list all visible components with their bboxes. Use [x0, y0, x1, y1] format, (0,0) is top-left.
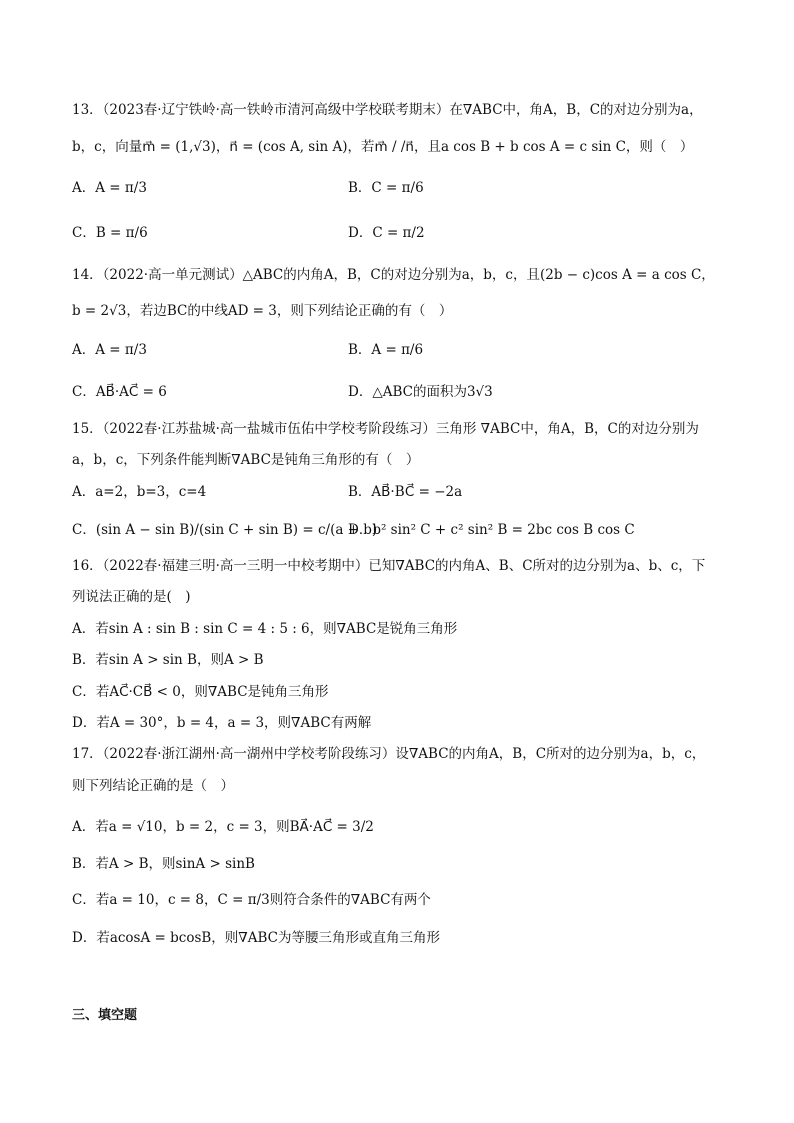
- q13-option-a: A．A = π/3: [72, 180, 147, 196]
- q15-option-d: D．b² sin² C + c² sin² B = 2bc cos B cos C: [348, 522, 635, 538]
- q16-option-c: C．若AC⃗·CB⃗ < 0，则∇ABC是钝角三角形: [72, 684, 329, 700]
- q13-option-d: D．C = π/2: [348, 225, 425, 241]
- q15-line1: 15．（2022春·江苏盐城·高一盐城市伍佑中学校考阶段练习）三角形 ∇ABC中，角A，B，C的对边分别为: [72, 421, 699, 437]
- q17-line2: 则下列结论正确的是（ ）: [72, 778, 234, 794]
- q15-option-a: A．a=2，b=3，c=4: [72, 484, 207, 500]
- q16-option-b: B．若sin A > sin B，则A > B: [72, 652, 264, 668]
- q13-option-c: C．B = π/6: [72, 225, 148, 241]
- q15-line2: a，b，c，下列条件能判断∇ABC是钝角三角形的有（ ）: [72, 452, 420, 468]
- q17-option-c: C．若a = 10，c = 8，C = π/3则符合条件的∇ABC有两个: [72, 892, 431, 908]
- q13-option-b: B．C = π/6: [348, 180, 424, 196]
- q16-option-a: A．若sin A : sin B : sin C = 4 : 5 : 6，则∇ABC是锐角三角形: [72, 621, 458, 637]
- q14-line1: 14．（2022·高一单元测试）△ABC的内角A，B，C的对边分别为a，b，c，且(2b − c)cos A = a cos C，: [72, 267, 715, 283]
- q17-option-d: D．若acosA = bcosB，则∇ABC为等腰三角形或直角三角形: [72, 930, 440, 946]
- q17-option-b: B．若A > B，则sinA > sinB: [72, 856, 255, 872]
- q16-line1: 16．（2022春·福建三明·高一三明一中校考期中）已知∇ABC的内角A、B、C所对的边分别为a、b、c，下: [72, 558, 706, 574]
- q13-line2: b，c，向量m⃗ = (1,√3)，n⃗ = (cos A, sin A)，若m⃗ / /n⃗，且a cos B + b cos A = c sin C，则（ ）: [72, 139, 694, 155]
- q17-option-a: A．若a = √10，b = 2，c = 3，则BA⃗·AC⃗ = 3/2: [72, 819, 374, 835]
- q13-line1: 13．（2023春·辽宁铁岭·高一铁岭市清河高级中学校联考期末）在∇ABC中，角A，B，C的对边分别为a，: [72, 102, 703, 118]
- section-title: 三、填空题: [72, 1008, 138, 1023]
- q14-option-a: A．A = π/3: [72, 342, 147, 358]
- q15-option-c: C．(sin A − sin B)/(sin C + sin B) = c/(a + b): [72, 522, 378, 538]
- q17-line1: 17．（2022春·浙江湖州·高一湖州中学校考阶段练习）设∇ABC的内角A，B，C所对的边分别为a，b，c，: [72, 746, 706, 762]
- q14-option-d: D．△ABC的面积为3√3: [348, 384, 493, 400]
- q14-option-c: C．AB⃗·AC⃗ = 6: [72, 384, 167, 400]
- q16-line2: 列说法正确的是( ): [72, 589, 191, 605]
- q14-line2: b = 2√3，若边BC的中线AD = 3，则下列结论正确的有（ ）: [72, 303, 453, 319]
- q14-option-b: B．A = π/6: [348, 342, 424, 358]
- q16-option-d: D．若A = 30°，b = 4，a = 3，则∇ABC有两解: [72, 715, 372, 731]
- q15-option-b: B．AB⃗·BC⃗ = −2a: [348, 484, 463, 500]
